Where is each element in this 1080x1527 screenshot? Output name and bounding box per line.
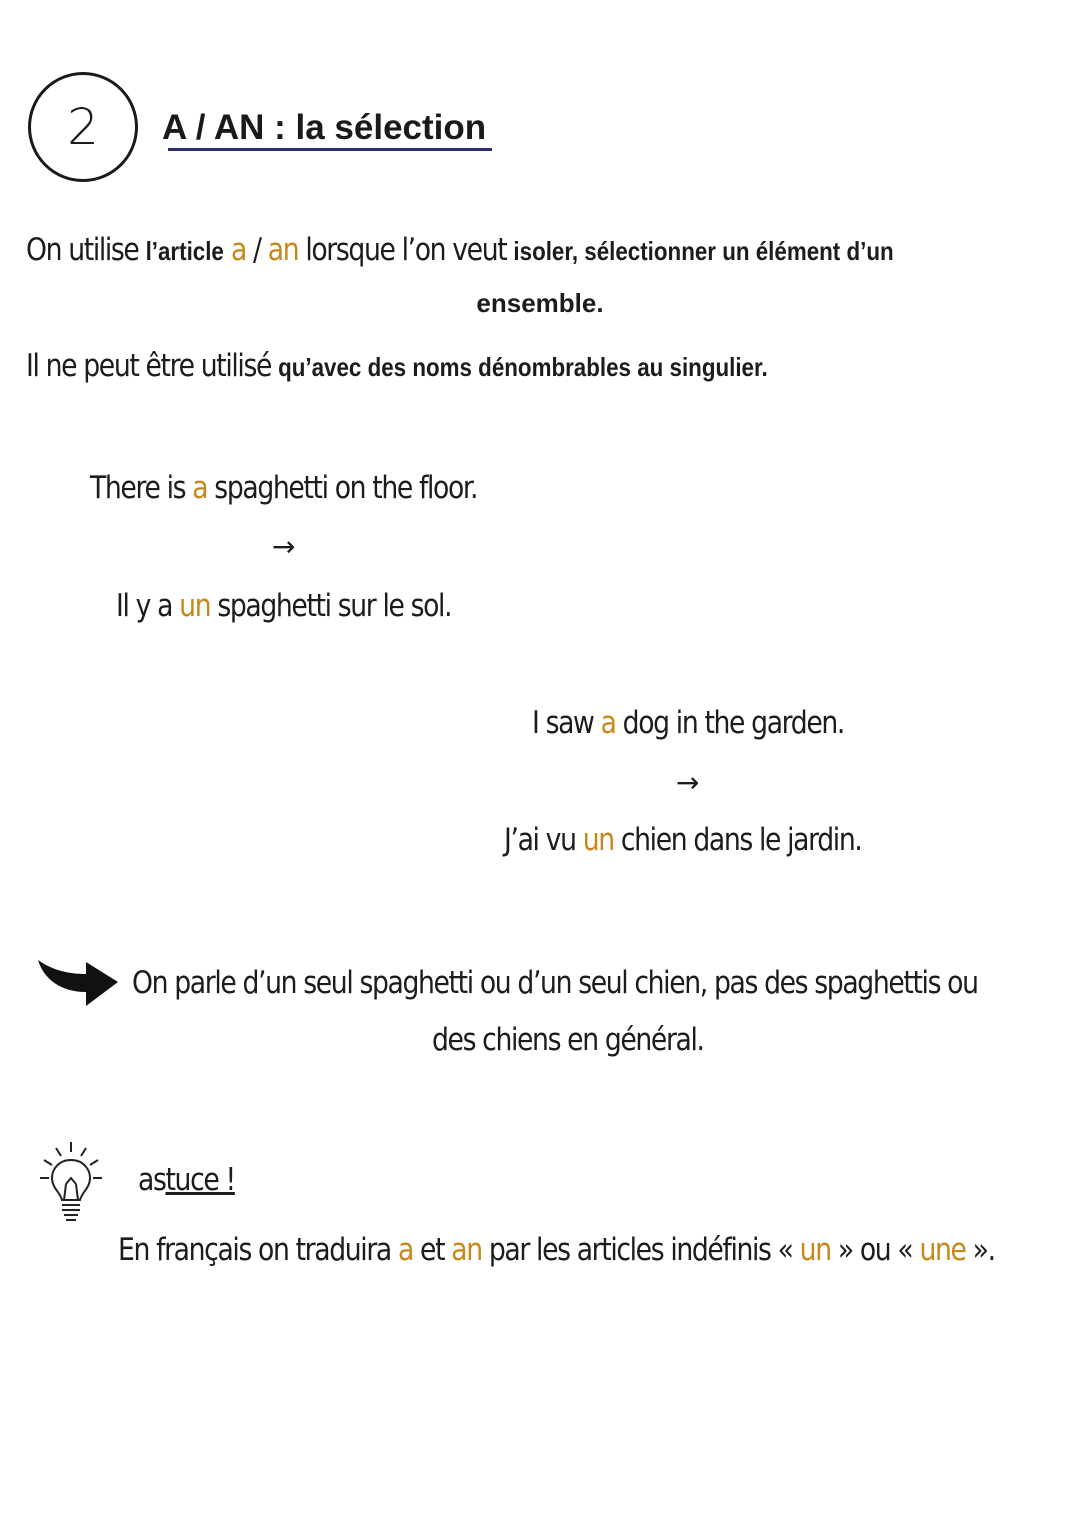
curved-arrow-icon	[34, 950, 120, 1020]
rule-line-2: ensemble.	[476, 288, 604, 318]
tip-label: astuce !	[138, 1162, 235, 1198]
example-2-french: J’ai vu un chien dans le jardin.	[504, 822, 862, 858]
example-1-arrow: →	[272, 530, 296, 563]
rule-line-1: On utilise l’article a / an lorsque l’on veut isoler, sélectionner un élément d’un	[26, 232, 894, 268]
rule-2: Il ne peut être utilisé qu’avec des noms dénombrables au singulier.	[26, 348, 768, 384]
example-2-english: I saw a dog in the garden.	[532, 705, 844, 741]
rule-bold-isoler: isoler, sélectionner un élément d’un	[513, 236, 894, 266]
lightbulb-icon	[36, 1138, 106, 1232]
example-1-english: There is a spaghetti on the floor.	[90, 470, 478, 506]
note-line-1: On parle d’un seul spaghetti ou d’un seul chien, pas des spaghettis ou	[132, 965, 978, 1001]
section-title: A / AN : la sélection	[162, 108, 487, 147]
rule-bold-article: l’article	[145, 236, 224, 266]
title-underline	[168, 148, 492, 151]
note-line-2: des chiens en général.	[432, 1022, 704, 1058]
example-1-french: Il y a un spaghetti sur le sol.	[116, 588, 452, 624]
tip-text: En français on traduira a et an par les articles indéfinis « un » ou « une ».	[118, 1232, 995, 1268]
example-2-arrow: →	[676, 766, 700, 799]
section-number: 2	[67, 98, 99, 156]
section-number-circle	[28, 72, 138, 182]
